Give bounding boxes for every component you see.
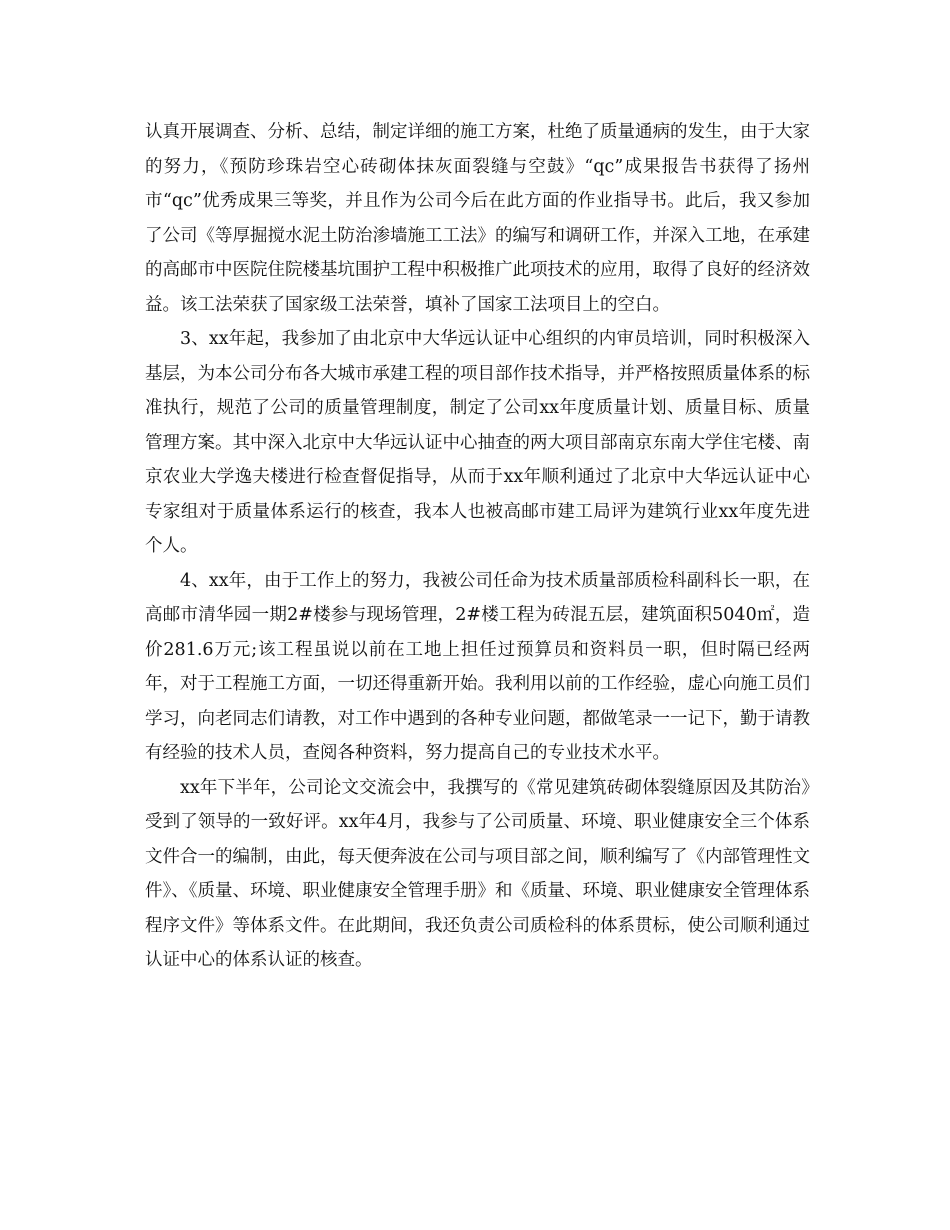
paragraph-3: 4、xx年，由于工作上的努力，我被公司任命为技术质量部质检科副科长一职，在高邮市清华园一期2#楼参与现场管理，2#楼工程为砖混五层，建筑面积5040㎡，造价281.6万元;该工程虽说以前在工地上担任过预算员和资料员一职，但时隔已经两年，对于工程施工方面，一切还得重新开始。我利用以前的工作经验，虚心向施工员们学习，向老同志们请教，对工作中遇到的各种专业问题，都做笔录一一记下，勤于请教有经验的技术人员，查阅各种资料，努力提高自己的专业技术水平。 <box>145 570 810 763</box>
paragraph-4: xx年下半年，公司论文交流会中，我撰写的《常见建筑砖砌体裂缝原因及其防治》受到了领导的一致好评。xx年4月，我参与了公司质量、环境、职业健康安全三个体系文件合一的编制，由此，每天便奔波在公司与项目部之间，顺利编写了《内部管理性文件》、《质量、环境、职业健康安全管理手册》和《质量、环境、职业健康安全管理体系程序文件》等体系文件。在此期间，我还负责公司质检科的体系贯标，使公司顺利通过认证中心的体系认证的核查。 <box>145 777 810 970</box>
paragraph-2: 3、xx年起，我参加了由北京中大华远认证中心组织的内审员培训，同时积极深入基层，为本公司分布各大城市承建工程的项目部作技术指导，并严格按照质量体系的标准执行，规范了公司的质量管理制度，制定了公司xx年度质量计划、质量目标、质量管理方案。其中深入北京中大华远认证中心抽查的两大项目部南京东南大学住宅楼、南京农业大学逸夫楼进行检查督促指导，从而于xx年顺利通过了北京中大华远认证中心专家组对于质量体系运行的核查，我本人也被高邮市建工局评为建筑行业xx年度先进个人。 <box>145 329 810 556</box>
paragraph-1: 认真开展调查、分析、总结，制定详细的施工方案，杜绝了质量通病的发生，由于大家的努力，《预防珍珠岩空心砖砌体抹灰面裂缝与空鼓》“qc”成果报告书获得了扬州市“qc”优秀成果三等奖，并且作为公司今后在此方面的作业指导书。此后，我又参加了公司《等厚掘搅水泥土防治渗墙施工工法》的编写和调研工作，并深入工地，在承建的高邮市中医院住院楼基坑围护工程中积极推广此项技术的应用，取得了良好的经济效益。该工法荣获了国家级工法荣誉，填补了国家工法项目上的空白。 <box>145 122 810 315</box>
